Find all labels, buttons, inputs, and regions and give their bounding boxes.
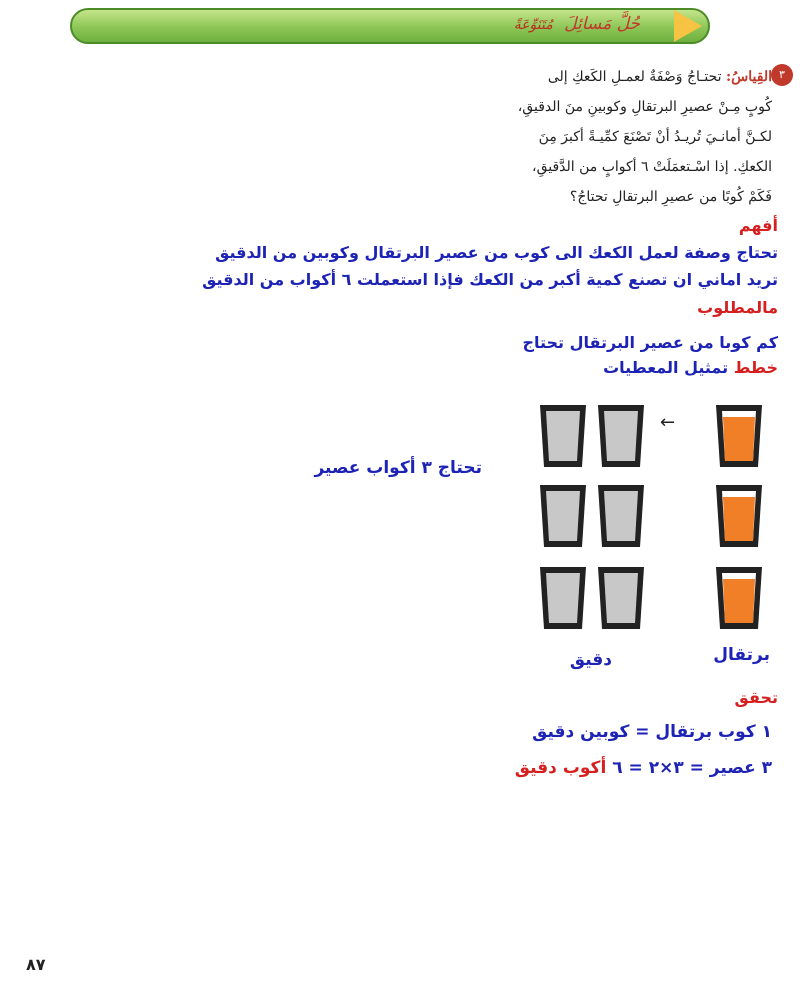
problem-number-badge: ٣ bbox=[771, 64, 793, 86]
problem-keyword: القِياسُ: bbox=[726, 69, 772, 85]
cups-diagram bbox=[530, 395, 780, 645]
check-heading: تحقق bbox=[734, 688, 778, 707]
required-heading: مالمطلوب bbox=[697, 298, 778, 317]
flour-cup-icon bbox=[540, 405, 586, 467]
left-arrow-icon: ← bbox=[660, 412, 676, 433]
banner-arrow-icon bbox=[674, 10, 702, 42]
check-line-2-result: أكوب دقيق bbox=[514, 758, 607, 778]
understand-heading: أفهم bbox=[738, 216, 778, 235]
problem-line-4: الكعكِ. إذا اسْـتعمَلَتْ ٦ أكوابٍ من الدَّقيقِ، bbox=[532, 159, 772, 175]
orange-juice-cup-icon bbox=[716, 405, 762, 467]
banner-title-sub: مُتَنَوِّعَةً bbox=[513, 17, 553, 33]
problem-text bbox=[100, 62, 772, 212]
orange-juice-cup-icon bbox=[716, 485, 762, 547]
understand-line-2: تريد اماني ان تصنع كمية أكبر من الكعك فإذا استعملت ٦ أكواب من الدقيق bbox=[202, 270, 778, 289]
problem-line-1 bbox=[100, 62, 772, 92]
plan-line bbox=[603, 358, 778, 377]
understand-line-1: تحتاج وصفة لعمل الكعك الى كوب من عصير البرتقال وكوبين من الدقيق bbox=[215, 243, 778, 262]
problem-line-2: كُوبٍ مِـنْ عصيرِ البرتقالِ وكوبينِ منَ الدقيقِ، bbox=[517, 99, 772, 115]
banner-title-main: حُلَّ مَسائِلَ bbox=[564, 14, 640, 34]
check-line-2 bbox=[515, 758, 772, 778]
check-line-1: ١ كوب برتقال = كوبين دقيق bbox=[532, 722, 772, 742]
plan-text: تمثيل المعطيات bbox=[603, 358, 729, 377]
required-text: كم كوبا من عصير البرتقال تحتاج bbox=[522, 333, 778, 352]
orange-juice-cup-icon bbox=[716, 567, 762, 629]
banner-title bbox=[460, 14, 640, 40]
flour-cup-icon bbox=[598, 405, 644, 467]
plan-heading: خطط bbox=[733, 358, 778, 377]
flour-cup-icon bbox=[598, 485, 644, 547]
problem-line-3: لكـنَّ أمانـيَ تُريـدُ أنْ تَصْنَعَ كمِّيـةً أكبرَ مِنَ bbox=[538, 129, 772, 145]
need-juice-text: تحتاج ٣ أكواب عصير bbox=[314, 458, 482, 478]
problem-line-1-text: تحتـاجُ وَصْفَةٌ لعمـلِ الكَعكِ إلى bbox=[547, 69, 722, 85]
orange-label: برتقال bbox=[713, 645, 770, 665]
page-number: ٨٧ bbox=[26, 955, 46, 974]
flour-label: دقيق bbox=[569, 650, 612, 670]
check-line-2-equation: ٣ عصير = ٣×٢ = ٦ bbox=[612, 758, 772, 778]
flour-cup-icon bbox=[540, 485, 586, 547]
problem-line-5: فَكَمْ كُوبًا من عصيرِ البرتقالِ تحتاجُ؟ bbox=[569, 189, 772, 205]
flour-cup-icon bbox=[540, 567, 586, 629]
flour-cup-icon bbox=[598, 567, 644, 629]
